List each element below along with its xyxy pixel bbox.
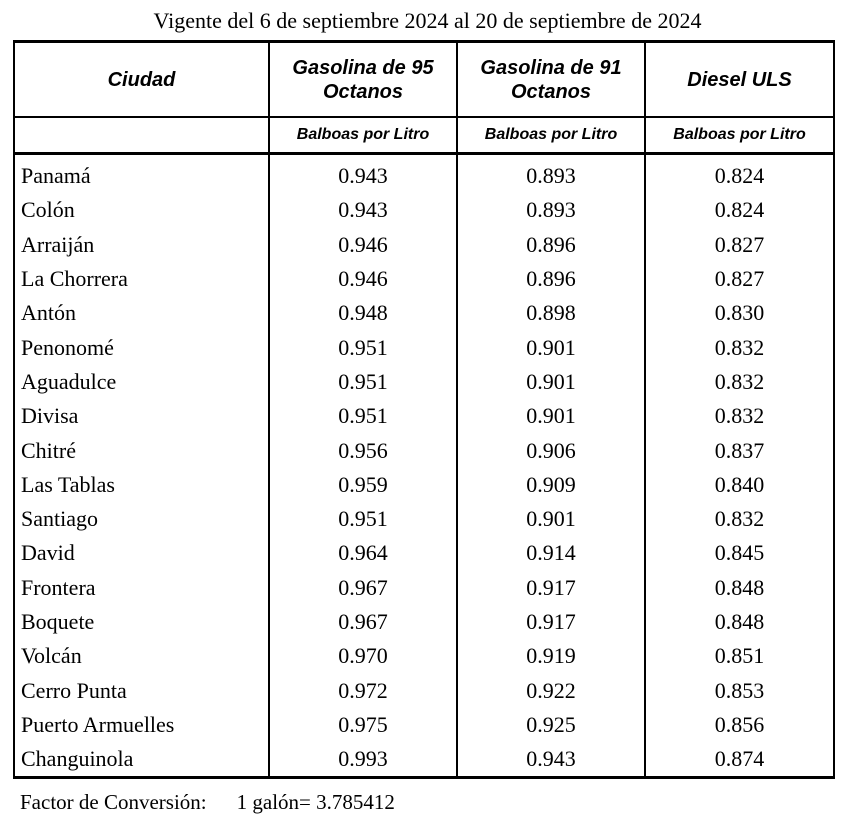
city-cell: Las Tablas [14,468,269,502]
diesel-uls-cell: 0.851 [645,639,834,673]
units-row [14,117,834,154]
header-city: Ciudad [14,42,269,118]
gasoline-91-cell: 0.917 [457,571,645,605]
gasoline-91-cell: 0.901 [457,330,645,364]
gasoline-91-cell: 0.943 [457,742,645,778]
gasoline-91-cell: 0.893 [457,154,645,194]
price-rows [14,154,834,778]
conversion-factor [20,789,395,815]
diesel-uls-cell: 0.845 [645,536,834,570]
header-gasoline-91: Gasolina de 91 Octanos [457,42,645,118]
diesel-uls-cell: 0.832 [645,399,834,433]
table-row [14,571,834,605]
gasoline-91-cell: 0.898 [457,296,645,330]
gasoline-95-cell: 0.964 [269,536,457,570]
gasoline-91-cell: 0.925 [457,708,645,742]
unit-gasoline-95: Balboas por Litro [269,117,457,154]
header-gasoline-95: Gasolina de 95 Octanos [269,42,457,118]
gasoline-95-cell: 0.959 [269,468,457,502]
header-row [14,42,834,118]
page-title: Vigente del 6 de septiembre 2024 al 20 de septiembre de 2024 [153,8,702,33]
gasoline-91-cell: 0.896 [457,228,645,262]
table-row [14,365,834,399]
diesel-uls-cell: 0.848 [645,571,834,605]
unit-city [14,117,269,154]
gasoline-91-cell: 0.919 [457,639,645,673]
gasoline-95-cell: 0.951 [269,365,457,399]
city-cell: La Chorrera [14,262,269,296]
city-cell: Colón [14,193,269,227]
unit-gasoline-91: Balboas por Litro [457,117,645,154]
diesel-uls-cell: 0.840 [645,468,834,502]
city-cell: Puerto Armuelles [14,708,269,742]
table-row [14,193,834,227]
diesel-uls-cell: 0.848 [645,605,834,639]
city-cell: Divisa [14,399,269,433]
gasoline-95-cell: 0.946 [269,228,457,262]
gasoline-95-cell: 0.972 [269,673,457,707]
diesel-uls-cell: 0.832 [645,502,834,536]
diesel-uls-cell: 0.827 [645,262,834,296]
gasoline-91-cell: 0.893 [457,193,645,227]
table-row [14,262,834,296]
gasoline-95-cell: 0.943 [269,193,457,227]
fuel-price-table [13,40,835,779]
table-row [14,673,834,707]
city-cell: Changuinola [14,742,269,778]
gasoline-95-cell: 0.946 [269,262,457,296]
diesel-uls-cell: 0.832 [645,365,834,399]
gasoline-91-cell: 0.906 [457,433,645,467]
diesel-uls-cell: 0.856 [645,708,834,742]
gasoline-95-cell: 0.956 [269,433,457,467]
gasoline-91-cell: 0.901 [457,502,645,536]
city-cell: Frontera [14,571,269,605]
gasoline-95-cell: 0.951 [269,502,457,536]
table-row [14,228,834,262]
gasoline-95-cell: 0.951 [269,330,457,364]
city-cell: Cerro Punta [14,673,269,707]
gasoline-91-cell: 0.901 [457,365,645,399]
table-row [14,708,834,742]
header-diesel-uls: Diesel ULS [645,42,834,118]
table-row [14,639,834,673]
city-cell: Volcán [14,639,269,673]
conversion-label: Factor de Conversión: [20,790,207,814]
gasoline-91-cell: 0.896 [457,262,645,296]
diesel-uls-cell: 0.853 [645,673,834,707]
gasoline-95-cell: 0.993 [269,742,457,778]
gasoline-95-cell: 0.943 [269,154,457,194]
gasoline-91-cell: 0.917 [457,605,645,639]
table-row [14,399,834,433]
gasoline-95-cell: 0.967 [269,571,457,605]
gasoline-95-cell: 0.975 [269,708,457,742]
city-cell: Santiago [14,502,269,536]
diesel-uls-cell: 0.824 [645,154,834,194]
gasoline-95-cell: 0.951 [269,399,457,433]
table-row [14,330,834,364]
gasoline-91-cell: 0.901 [457,399,645,433]
gasoline-95-cell: 0.948 [269,296,457,330]
table-row [14,502,834,536]
diesel-uls-cell: 0.830 [645,296,834,330]
city-cell: Arraiján [14,228,269,262]
city-cell: Penonomé [14,330,269,364]
table-row [14,154,834,194]
diesel-uls-cell: 0.827 [645,228,834,262]
city-cell: Boquete [14,605,269,639]
unit-diesel-uls: Balboas por Litro [645,117,834,154]
diesel-uls-cell: 0.837 [645,433,834,467]
gasoline-91-cell: 0.922 [457,673,645,707]
table-row [14,536,834,570]
conversion-value: 1 galón= 3.785412 [236,790,395,814]
gasoline-95-cell: 0.970 [269,639,457,673]
city-cell: Aguadulce [14,365,269,399]
table-row [14,296,834,330]
gasoline-91-cell: 0.914 [457,536,645,570]
city-cell: David [14,536,269,570]
table-row [14,605,834,639]
gasoline-95-cell: 0.967 [269,605,457,639]
diesel-uls-cell: 0.824 [645,193,834,227]
table-row [14,468,834,502]
city-cell: Chitré [14,433,269,467]
diesel-uls-cell: 0.874 [645,742,834,778]
city-cell: Panamá [14,154,269,194]
table-row [14,742,834,778]
table-row [14,433,834,467]
diesel-uls-cell: 0.832 [645,330,834,364]
city-cell: Antón [14,296,269,330]
gasoline-91-cell: 0.909 [457,468,645,502]
